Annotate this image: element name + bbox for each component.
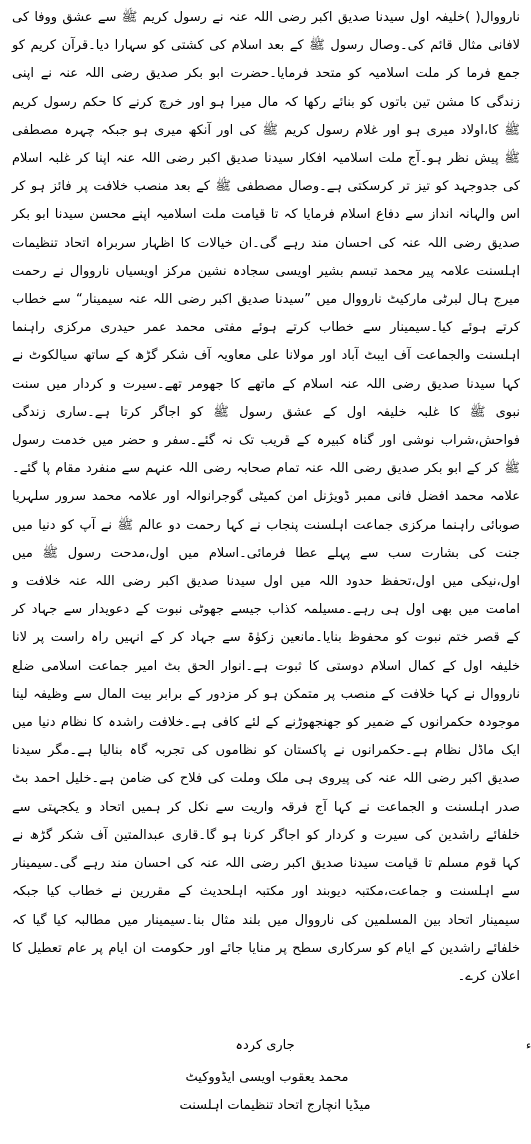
article-body <box>12 4 520 991</box>
signatory-name: محمد یعقوب اویسی ایڈووکیٹ <box>185 1070 349 1085</box>
signatory-title: میڈیا انچارج اتحاد تنظیمات اہلسنت <box>179 1098 371 1113</box>
article-paragraph: نارووال( )خلیفہ اول سیدنا صدیق اکبر رضی اللہ عنہ نے رسول کریم ﷺ سے عشق ووفا کی لافانی مثال قائم کی۔وصال رسول ﷺ کے بعد اسلام کی کشتی کو سہارا دیا۔قرآن کریم کو جمع فرما کر ملت اسلامیہ کو متحد فرمایا۔حضرت ابو بکر صدیق رضی اللہ عنہ نے اپنی زندگی کا مشن تین باتوں کو بنائے رکھا کہ مال میرا ہو اور خرچ کرنے کا حکم رسول کریم ﷺ کا،اولاد میری ہو اور غلام رسول کریم ﷺ کی اور آنکھ میری ہو جبکہ چہرہ مصطفی ﷺ پیش نظر ہو۔آج ملت اسلامیہ افکار سیدنا صدیق اکبر رضی اللہ عنہ اپنا کر غلبہ اسلام کی جدوجہد کو تیز تر کرسکتی ہے۔وصال مصطفی ﷺ کے بعد منصب خلافت پر فائز ہو کر اس والہانہ انداز سے دفاع اسلام فرمایا کہ تا قیامت ملت اسلامیہ اپنے محسن سیدنا ابو بکر صدیق رضی اللہ عنہ کی احسان مند رہے گی۔ان خیالات کا اظہار سربراہ اتحاد تنظیمات اہلسنت علامہ پیر محمد تبسم بشیر اویسی سجادہ نشین مرکز اویسیاں نارووال نے رحمت میرج ہال لبرٹی مارکیٹ نارووال میں ”سیدنا صدیق اکبر رضی اللہ عنہ سیمینار“ سے خطاب کرتے ہوئے کیا۔سیمینار سے خطاب کرتے ہوئے مفتی محمد عمر حیدری مرکزی راہنما اہلسنت والجماعت آف ایبٹ آباد اور مولانا علی معاویہ آف شکر گڑھ کے ساتھ سیالکوٹ نے کہا سیدنا صدیق رضی اللہ عنہ اسلام کے ماتھے کا جھومر تھے۔سیرت و کردار میں سنت نبوی ﷺ کا غلبہ خلیفہ اول کے عشق رسول ﷺ کو اجاگر کرتا ہے۔ساری زندگی فواحش،شراب نوشی اور گناہ کبیرہ کے قریب تک نہ گئے۔سفر و حضر میں خدمت رسول ﷺ کر کے ابو بکر صدیق رضی اللہ عنہ تمام صحابہ رضی اللہ عنہم سے منفرد مقام پا گئے۔علامہ محمد افضل فانی ممبر ڈویژنل امن کمیٹی گوجرانوالہ اور علامہ محمد سرور سلہریا صوبائی راہنما مرکزی جماعت اہلسنت پنجاب نے کہا رحمت دو عالم ﷺ نے آپ کو دنیا میں جنت کی بشارت سب سے پہلے عطا فرمائی۔اسلام میں اول،مدحت رسول ﷺ میں اول،نیکی میں اول،تحفظ حدود اللہ میں اول سیدنا صدیق اکبر رضی اللہ عنہ خلافت و امامت میں بھی اول ہی رہے۔مسیلمہ کذاب جیسے جھوٹی نبوت کے دعویدار سے جہاد کر کے قصر ختم نبوت کو محفوظ بنایا۔مانعین زکوٰۃ سے جہاد کر کے انہیں راہ راست پر لانا خلیفہ اول کے کمال اسلام دوستی کا ثبوت ہے۔انوار الحق بٹ امیر جماعت اسلامی ضلع نارووال نے کہا خلافت کے منصب پر متمکن ہو کر مزدور کے برابر بیت المال سے وظیفہ لینا موجودہ حکمرانوں کے ضمیر کو جھنجھوڑنے کے لئے کافی ہے۔خلافت راشدہ کا نظام دنیا میں ایک ماڈل نظام ہے۔حکمرانوں نے پاکستان کو نظاموں کی تجربہ گاہ بنالیا ہے۔مگر سیدنا صدیق اکبر رضی اللہ عنہ کی پیروی ہی ملک وملت کی فلاح کی ضامن ہے۔خلیل احمد بٹ صدر اہلسنت و الجماعت نے کہا آج فرقہ واریت سے نکل کر ہمیں اتحاد و یکجہتی سے خلفائے راشدین کی سیرت و کردار کو اجاگر کرنا ہو گا۔قاری عبدالمتین آف شکر گڑھ نے کہا قوم مسلم تا قیامت سیدنا صدیق اکبر رضی اللہ عنہ کی احسان مند رہے گی۔سیمینار سے اہلسنت و جماعت،مکتبہ دیوبند اور مکتبہ اہلحدیث کے مقررین نے خطاب کیا جبکہ سیمینار اتحاد بین المسلمین کی نارووال میں بلند مثال بنا۔سیمینار میں مطالبہ کیا گیا کہ خلفائے راشدین کے ایام کو سرکاری سطح پر منایا جائے اور حکومت ان ایام پر عام تعطیل کا اعلان کرے۔ <box>12 10 520 984</box>
stray-mark: ء <box>526 1039 531 1052</box>
issued-by-label: جاری کردہ <box>235 1038 295 1053</box>
